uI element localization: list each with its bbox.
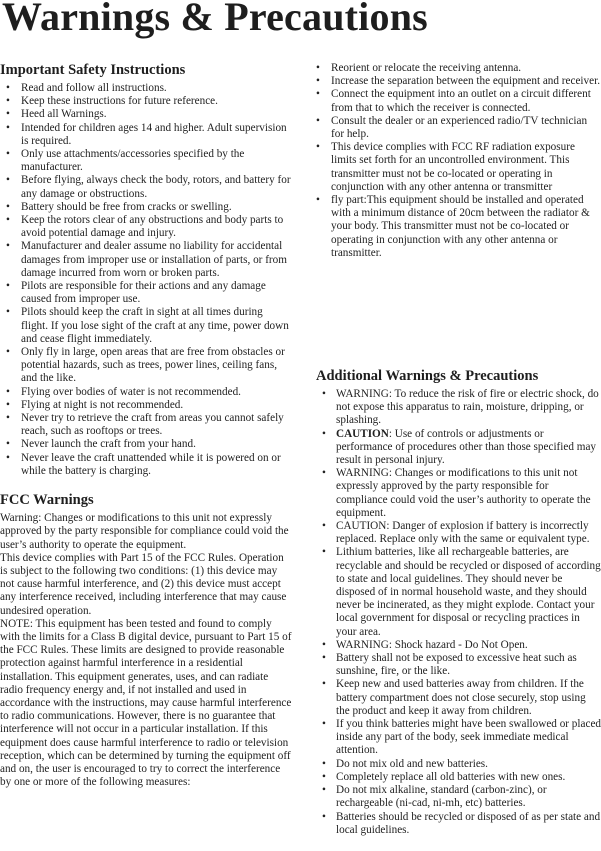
item-lead: CAUTION bbox=[336, 427, 389, 440]
bullet-icon: • bbox=[316, 88, 320, 101]
fcc-paragraph: This device complies with Part 15 of the FCC Rules. Operation is subject to the following two conditions: (1) this device may not cause harmful interference, and (2) this device must accept any interference received, including interference that may cause undesired operation. bbox=[0, 551, 287, 617]
fcc-measure-item bbox=[310, 115, 601, 141]
safety-list-item bbox=[0, 386, 292, 399]
list-item-text: Flying at night is not recommended. bbox=[21, 398, 184, 411]
bullet-icon: • bbox=[322, 757, 326, 770]
list-item-text: Pilots are responsible for their actions and any damage caused from improper use. bbox=[21, 280, 266, 306]
additional-list-item bbox=[316, 388, 601, 428]
bullet-icon: • bbox=[322, 718, 326, 731]
safety-list-item bbox=[0, 122, 292, 148]
additional-list-item bbox=[316, 678, 601, 718]
list-item-text: Flying over bodies of water is not recommended. bbox=[21, 385, 241, 398]
fcc-measure-item bbox=[310, 141, 601, 194]
left-column bbox=[0, 62, 292, 789]
list-item-text: WARNING: Changes or modifications to this unit not expressly approved by the party responsible for compliance could void the user’s authority to operate the equipment. bbox=[336, 467, 591, 519]
list-item-text: Battery shall not be exposed to excessive heat such as sunshine, fire, or the like. bbox=[336, 652, 577, 678]
list-item-text: Never launch the craft from your hand. bbox=[21, 438, 196, 451]
additional-list-item bbox=[316, 652, 601, 678]
list-item-text: : Use of controls or adjustments or performance of procedures other than those specified may result in personal injury. bbox=[336, 427, 597, 467]
bullet-icon: • bbox=[6, 240, 10, 253]
safety-list-item bbox=[0, 280, 292, 306]
safety-list-item bbox=[0, 148, 292, 174]
list-item-text: Reorient or relocate the receiving antenna. bbox=[331, 62, 522, 74]
list-item-text: Batteries should be recycled or disposed of as per state and local guidelines. bbox=[336, 810, 601, 836]
list-item-text: Keep these instructions for future reference. bbox=[21, 95, 218, 108]
bullet-icon: • bbox=[322, 770, 326, 783]
safety-list-item bbox=[0, 240, 292, 280]
bullet-icon: • bbox=[6, 398, 10, 411]
page-title: Warnings & Precautions bbox=[2, 0, 428, 39]
fcc-measure-item bbox=[310, 88, 601, 114]
list-item-text: fly part:This equipment should be installed and operated with a minimum distance of 20cm between the radiator & your body. This transmitter must not be co-located or operating in conjunction with any other antenna or transmitter. bbox=[331, 194, 590, 259]
bullet-icon: • bbox=[316, 114, 320, 127]
safety-list-item bbox=[0, 108, 292, 121]
bullet-icon: • bbox=[322, 652, 326, 665]
list-item-text: Increase the separation between the equipment and receiver. bbox=[331, 75, 600, 88]
list-item-text: Heed all Warnings. bbox=[21, 108, 107, 121]
safety-list-item bbox=[0, 412, 292, 438]
additional-warnings-section bbox=[316, 368, 601, 837]
fcc-paragraph: NOTE: This equipment has been tested and found to comply with the limits for a Class B digital device, pursuant to Part 15 of the FCC Rules. These limits are designed to provide reasonable protection against harmful interference in a residential installation. This equipment generates, uses, and can radiate radio frequency energy and, if not installed and used in accordance with the instructions, may cause harmful interference to radio communications. However, there is no guarantee that interference will not occur in a particular installation. If this equipment does cause harmful interference to radio or television reception, which can be determined by turning the equipment off and on, the user is encouraged to try to correct the interference by one or more of the following measures: bbox=[0, 617, 292, 789]
bullet-icon: • bbox=[6, 214, 10, 227]
bullet-icon: • bbox=[322, 810, 326, 823]
list-item-text: Do not mix old and new batteries. bbox=[336, 757, 488, 770]
list-item-text: CAUTION: Danger of explosion if battery is incorrectly replaced. Replace only with the same or equivalent type. bbox=[336, 520, 590, 546]
additional-list-item bbox=[316, 758, 601, 771]
bullet-icon: • bbox=[6, 82, 10, 94]
bullet-icon: • bbox=[6, 121, 10, 134]
additional-list-item bbox=[316, 811, 601, 837]
safety-list-item bbox=[0, 201, 292, 214]
list-item-text: WARNING: To reduce the risk of fire or electric shock, do not expose this apparatus to rain, moisture, dripping, or splashing. bbox=[336, 388, 599, 427]
fcc-measure-item bbox=[310, 62, 601, 75]
bullet-icon: • bbox=[316, 194, 320, 207]
safety-list-item bbox=[0, 82, 292, 95]
bullet-icon: • bbox=[6, 95, 10, 108]
list-item-text: Only fly in large, open areas that are free from obstacles or potential hazards, such as trees, power lines, ceiling fans, and the like. bbox=[21, 346, 285, 385]
safety-list-item bbox=[0, 346, 292, 386]
list-item-text: Pilots should keep the craft in sight at all times during flight. If you lose sight of the craft at any time, power down and cease flight immediately. bbox=[21, 306, 289, 345]
additional-list bbox=[316, 388, 601, 837]
additional-list-item bbox=[316, 520, 601, 546]
additional-list-item bbox=[316, 639, 601, 652]
bullet-icon: • bbox=[6, 438, 10, 451]
bullet-icon: • bbox=[322, 388, 326, 400]
bullet-icon: • bbox=[322, 678, 326, 691]
fcc-heading: FCC Warnings bbox=[0, 492, 94, 509]
list-item-text: This device complies with FCC RF radiation exposure limits set forth for an uncontrolled environment. This transmitter must not be co-located or operating in conjunction with any other antenna or transmitter bbox=[331, 141, 575, 193]
safety-list bbox=[0, 82, 292, 478]
safety-list-item bbox=[0, 214, 292, 240]
safety-list-item bbox=[0, 174, 292, 200]
safety-list-item bbox=[0, 95, 292, 108]
list-item-text: Never try to retrieve the craft from areas you cannot safely reach, such as rooftops or trees. bbox=[21, 412, 284, 438]
safety-heading: Important Safety Instructions bbox=[0, 62, 186, 78]
right-column bbox=[310, 62, 601, 260]
bullet-icon: • bbox=[322, 638, 326, 651]
safety-list-item bbox=[0, 306, 292, 346]
additional-list-item bbox=[316, 771, 601, 784]
list-item-text: Do not mix alkaline, standard (carbon-zinc), or rechargeable (ni-cad, ni-mh, etc) batteries. bbox=[336, 784, 547, 810]
bullet-icon: • bbox=[6, 451, 10, 464]
safety-list-item bbox=[0, 399, 292, 412]
additional-list-item bbox=[316, 467, 601, 520]
bullet-icon: • bbox=[322, 546, 326, 559]
bullet-icon: • bbox=[316, 75, 320, 88]
list-item-text: Intended for children ages 14 and higher. Adult supervision is required. bbox=[21, 121, 287, 147]
additional-list-item bbox=[316, 718, 601, 758]
list-item-text: Lithium batteries, like all rechargeable batteries, are recyclable and should be recycled or disposed of according to state and local guidelines. They should never be disposed of in normal household waste, and they should never be incinerated, as they might explode. Contact your local government for disposal or recycling practices in your area. bbox=[336, 546, 601, 638]
bullet-icon: • bbox=[6, 148, 10, 161]
safety-list-item bbox=[0, 438, 292, 451]
list-item-text: Never leave the craft unattended while it is powered on or while the battery is charging. bbox=[21, 451, 281, 477]
safety-list-item bbox=[0, 452, 292, 478]
list-item-text: If you think batteries might have been swallowed or placed inside any part of the body, seek immediate medical attention. bbox=[336, 718, 601, 757]
bullet-icon: • bbox=[316, 62, 320, 74]
bullet-icon: • bbox=[322, 520, 326, 533]
bullet-icon: • bbox=[6, 346, 10, 359]
fcc-paragraph: Warning: Changes or modifications to this unit not expressly approved by the party responsible for compliance could void the user’s authority to operate the equipment. bbox=[0, 512, 289, 551]
additional-list-item bbox=[316, 546, 601, 638]
list-item-text: Only use attachments/accessories specified by the manufacturer. bbox=[21, 148, 245, 174]
bullet-icon: • bbox=[6, 280, 10, 293]
list-item-text: Connect the equipment into an outlet on a circuit different from that to which the receiver is connected. bbox=[331, 88, 591, 114]
bullet-icon: • bbox=[322, 467, 326, 480]
bullet-icon: • bbox=[322, 784, 326, 797]
additional-list-item bbox=[316, 428, 601, 468]
list-item-text: WARNING: Shock hazard - Do Not Open. bbox=[336, 638, 528, 651]
additional-heading: Additional Warnings & Precautions bbox=[316, 368, 539, 384]
bullet-icon: • bbox=[322, 427, 326, 440]
bullet-icon: • bbox=[6, 306, 10, 319]
list-item-text: Read and follow all instructions. bbox=[21, 82, 167, 94]
bullet-icon: • bbox=[6, 200, 10, 213]
fcc-measure-item bbox=[310, 75, 601, 88]
bullet-icon: • bbox=[6, 385, 10, 398]
bullet-icon: • bbox=[316, 141, 320, 154]
list-item-text: Consult the dealer or an experienced radio/TV technician for help. bbox=[331, 114, 588, 141]
fcc-measures-list bbox=[310, 62, 601, 260]
list-item-text: Keep the rotors clear of any obstructions and body parts to avoid potential damage and injury. bbox=[21, 214, 284, 240]
bullet-icon: • bbox=[6, 412, 10, 425]
list-item-text: Before flying, always check the body, rotors, and battery for any damage or obstructions. bbox=[21, 174, 291, 200]
list-item-text: Keep new and used batteries away from children. If the battery compartment does not close securely, stop using the product and keep it away from children. bbox=[336, 678, 586, 717]
list-item-text: Manufacturer and dealer assume no liability for accidental damages from improper use or installation of parts, or from damage incurred from worn or broken parts. bbox=[21, 240, 287, 279]
fcc-paragraphs bbox=[0, 512, 292, 789]
bullet-icon: • bbox=[6, 108, 10, 121]
list-item-text: Battery should be free from cracks or swelling. bbox=[21, 200, 232, 213]
list-item-text: Completely replace all old batteries with new ones. bbox=[336, 770, 566, 783]
additional-list-item bbox=[316, 784, 601, 810]
bullet-icon: • bbox=[6, 174, 10, 187]
fcc-measure-item bbox=[310, 194, 601, 260]
